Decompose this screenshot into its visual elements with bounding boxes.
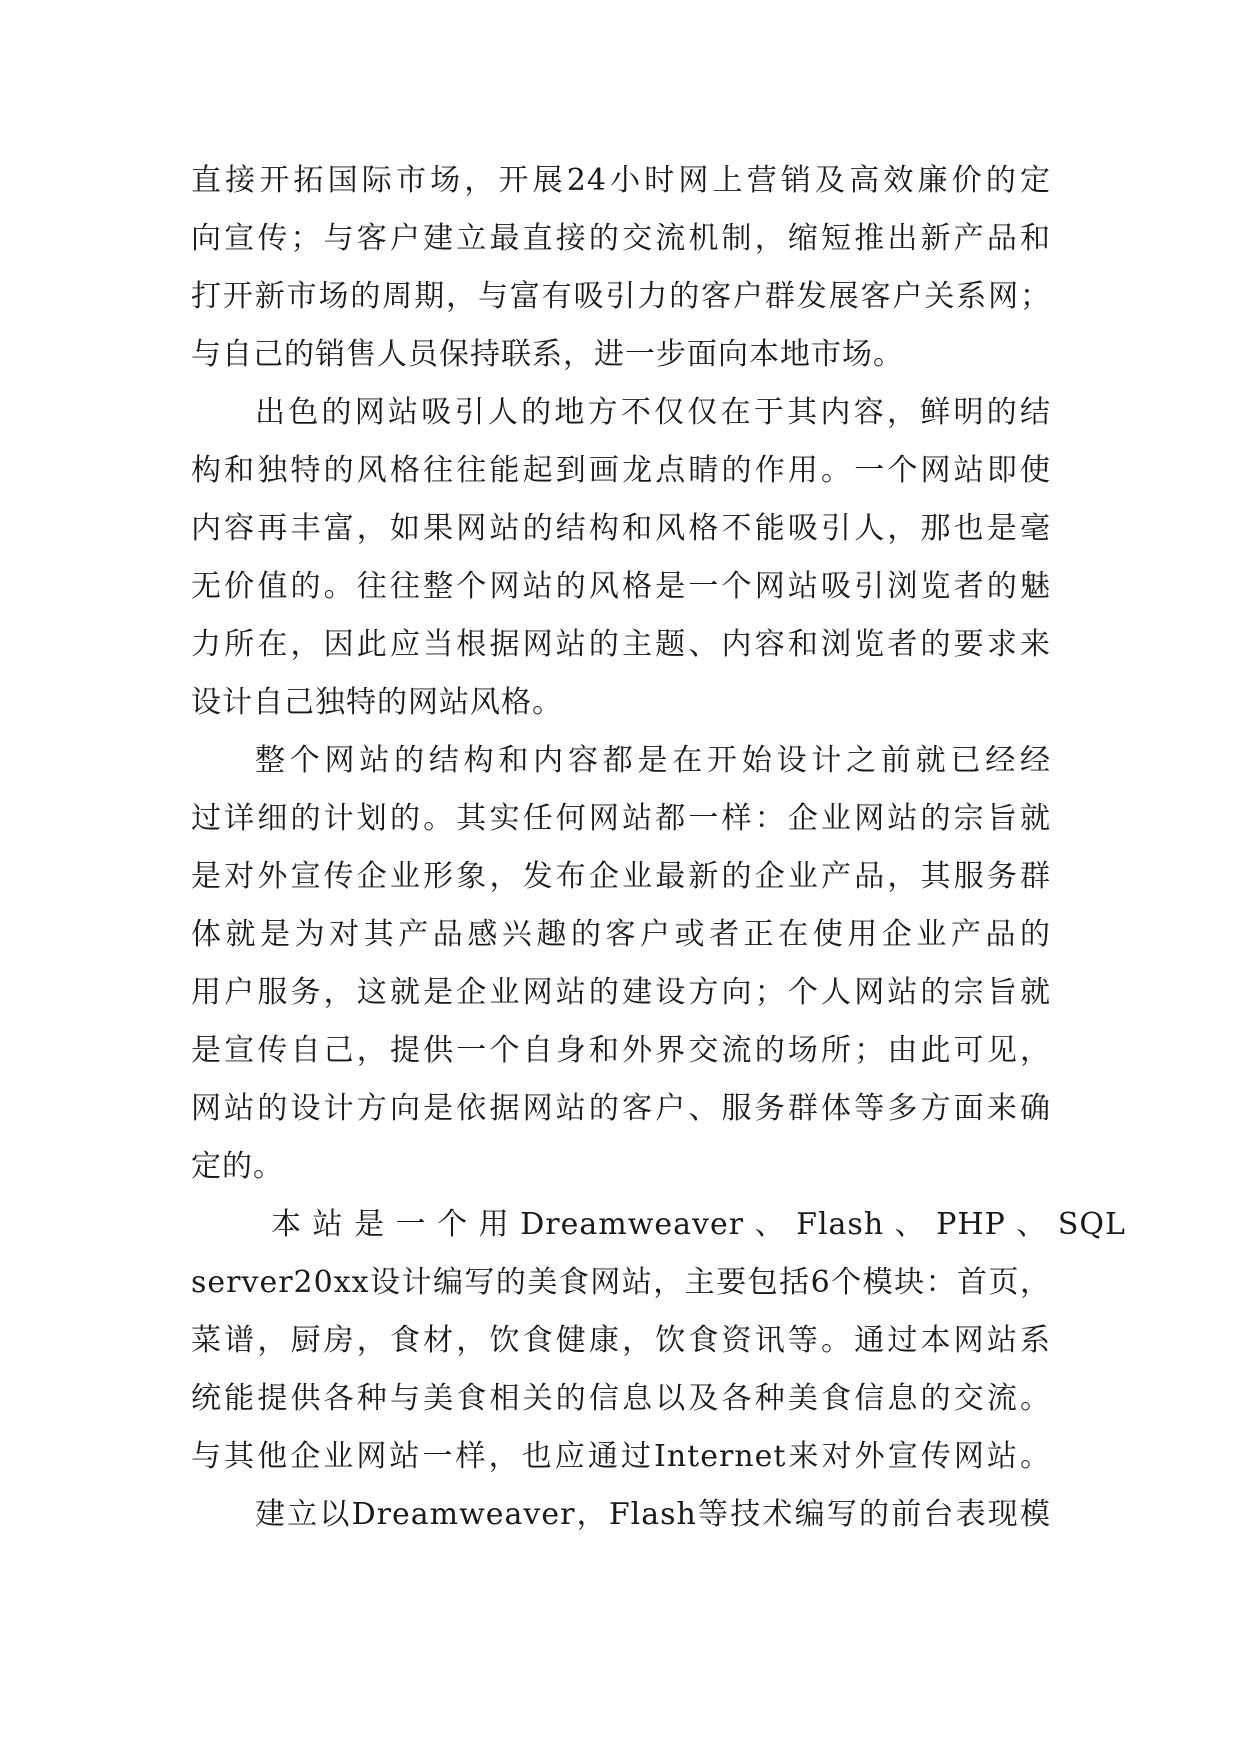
text-line: 与其他企业网站一样，也应通过Internet来对外宣传网站。	[191, 1439, 1051, 1474]
text-line: 无价值的。往往整个网站的风格是一个网站吸引浏览者的魅	[191, 569, 1051, 604]
text-line: 统能提供各种与美食相关的信息以及各种美食信息的交流。	[191, 1381, 1051, 1416]
text-line: 直接开拓国际市场，开展24小时网上营销及高效廉价的定	[191, 163, 1051, 198]
text-line: 向宣传；与客户建立最直接的交流机制，缩短推出新产品和	[191, 221, 1051, 256]
text-line: 用户服务，这就是企业网站的建设方向；个人网站的宗旨就	[191, 975, 1051, 1010]
text-line: 建立以Dreamweaver，Flash等技术编写的前台表现模	[255, 1497, 1051, 1532]
text-line: 网站的设计方向是依据网站的客户、服务群体等多方面来确	[191, 1091, 1051, 1126]
text-line: 与自己的销售人员保持联系，进一步面向本地市场。	[191, 337, 904, 372]
text-line: 内容再丰富，如果网站的结构和风格不能吸引人，那也是毫	[191, 511, 1051, 546]
text-line: 菜谱，厨房，食材，饮食健康，饮食资讯等。通过本网站系	[191, 1323, 1051, 1358]
text-line: 设计自己独特的网站风格。	[191, 685, 563, 720]
text-line: 是宣传自己，提供一个自身和外界交流的场所；由此可见，	[191, 1033, 1051, 1068]
text-line: 过详细的计划的。其实任何网站都一样：企业网站的宗旨就	[191, 801, 1051, 836]
text-line: 构和独特的风格往往能起到画龙点睛的作用。一个网站即使	[191, 453, 1051, 488]
text-line: 是对外宣传企业形象，发布企业最新的企业产品，其服务群	[191, 859, 1051, 894]
text-line: 整个网站的结构和内容都是在开始设计之前就已经经	[255, 743, 1051, 778]
text-line: 力所在，因此应当根据网站的主题、内容和浏览者的要求来	[191, 627, 1051, 662]
text-line: server20xx设计编写的美食网站，主要包括6个模块：首页，	[191, 1265, 1051, 1300]
text-line: 出色的网站吸引人的地方不仅仅在于其内容，鲜明的结	[255, 395, 1051, 430]
text-line: 打开新市场的周期，与富有吸引力的客户群发展客户关系网；	[191, 279, 1051, 314]
text-line: 体就是为对其产品感兴趣的客户或者正在使用企业产品的	[191, 917, 1051, 952]
text-line: 定的。	[191, 1149, 284, 1184]
body-text	[191, 152, 1126, 1544]
text-line: 本 站 是 一 个 用 Dreamweaver 、 Flash 、 PHP 、 SQL	[271, 1207, 1126, 1242]
